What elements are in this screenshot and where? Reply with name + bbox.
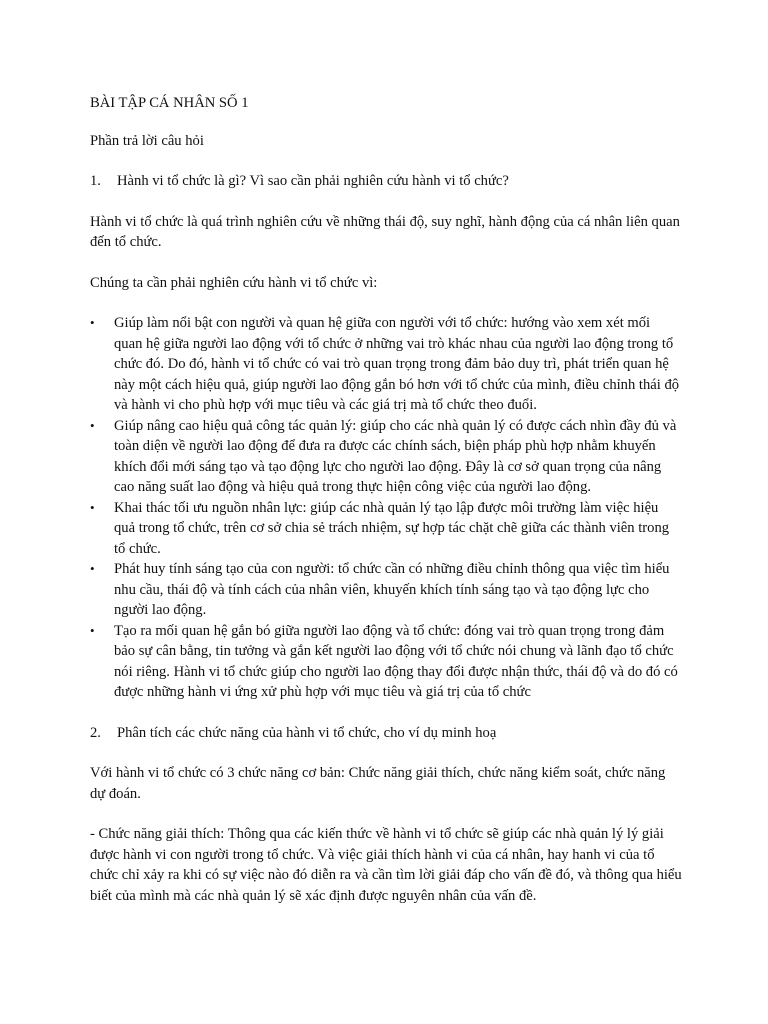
bullet-text: Khai thác tối ưu nguồn nhân lực: giúp các nhà quản lý tạo lập được môi trường làm việc hiệu quả trong tổ chức, trên cơ sở chia sẻ trách nhiệm, sự hợp tác chặt chẽ giữa các thành viên trong tổ chức. [114, 499, 670, 557]
bullet-item [90, 559, 682, 621]
bullet-text: Giúp làm nổi bật con người và quan hệ giữa con người với tổ chức: hướng vào xem xét mối quan hệ giữa người lao động với tổ chức ở những vai trò khác nhau của người lao động trong tổ chức đó. Do đó, hành vi tổ chức có vai trò quan trọng trong đảm bảo duy trì, phát triển quan hệ này một cách hiệu quả, giúp người lao động gắn bó hơn với tổ chức của mình, điều chỉnh thái độ và hành vi cho phù hợp với mục tiêu và các giá trị mà tổ chức theo đuổi. [114, 315, 680, 413]
bullet-icon: • [90, 622, 95, 638]
bullet-item [90, 621, 682, 703]
bullet-text: Giúp nâng cao hiệu quả công tác quản lý: giúp cho các nhà quản lý có được cách nhìn đầy đủ và toàn diện về người lao động để đưa ra được các chính sách, biện pháp phù hợp nhằm khuyến khích đổi mới sáng tạo và tạo động lực cho người lao động. Đây là cơ sở quan trọng của nâng cao năng suất lao động và hiệu quả trong thực hiện công việc của người lao động. [114, 417, 677, 495]
answer-1-intro: Chúng ta cần phải nghiên cứu hành vi tổ chức vì: [90, 274, 378, 291]
bullet-icon: • [90, 561, 95, 576]
question-1-number: 1. [90, 173, 101, 189]
question-2-text: Phân tích các chức năng của hành vi tổ chức, cho ví dụ minh hoạ [117, 724, 497, 741]
document-title: BÀI TẬP CÁ NHÂN SỐ 1 [90, 95, 249, 111]
question-2 [90, 723, 682, 744]
question-1-text: Hành vi tổ chức là gì? Vì sao cần phải nghiên cứu hành vi tổ chức? [117, 173, 509, 189]
reasons-bullet-list [90, 313, 682, 703]
document-subtitle: Phần trả lời câu hỏi [90, 132, 204, 149]
answer-1-definition: Hành vi tổ chức là quá trình nghiên cứu về những thái độ, suy nghĩ, hành động của cá nhân liên quan đến tổ chức. [90, 213, 680, 250]
question-1 [90, 171, 682, 192]
bullet-item [90, 313, 682, 416]
bullet-icon: • [90, 315, 95, 330]
bullet-text: Tạo ra mối quan hệ gắn bó giữa người lao động và tổ chức: đóng vai trò quan trọng trong đảm bảo sự cân bằng, tin tưởng và gắn kết người lao động với tổ chức nói chung và lãnh đạo tổ chức nói riêng. Hành vi tổ chức giúp cho người lao động thay đổi được nhận thức, thái độ và do đó có được những hành vi ứng xử phù hợp với mục tiêu và giá trị của tổ chức [114, 622, 678, 700]
bullet-icon: • [90, 499, 95, 515]
bullet-icon: • [90, 417, 95, 433]
document-page [90, 93, 682, 906]
answer-2-intro: Với hành vi tổ chức có 3 chức năng cơ bản: Chức năng giải thích, chức năng kiểm soát, chức năng dự đoán. [90, 765, 666, 802]
bullet-text: Phát huy tính sáng tạo của con người: tổ chức cần có những điều chỉnh thông qua việc tìm hiểu nhu cầu, thái độ và tính cách của nhân viên, khuyến khích tính sáng tạo và tạo động lực cho người lao động. [114, 561, 670, 618]
answer-2-explain-function: - Chức năng giải thích: Thông qua các kiến thức về hành vi tổ chức sẽ giúp các nhà quản lý lý giải được hành vi con người trong tổ chức. Và việc giải thích hành vi của cá nhân, hay hanh vi của tổ chức chỉ xảy ra khi có sự việc nào đó diễn ra và cần tìm lời giải đáp cho vấn đề đó, và thông qua hiểu biết của mình mà các nhà quản lý sẽ xác định được nguyên nhân của vấn đề. [90, 826, 682, 904]
question-2-number: 2. [90, 724, 101, 741]
bullet-item [90, 416, 682, 498]
bullet-item [90, 498, 682, 560]
